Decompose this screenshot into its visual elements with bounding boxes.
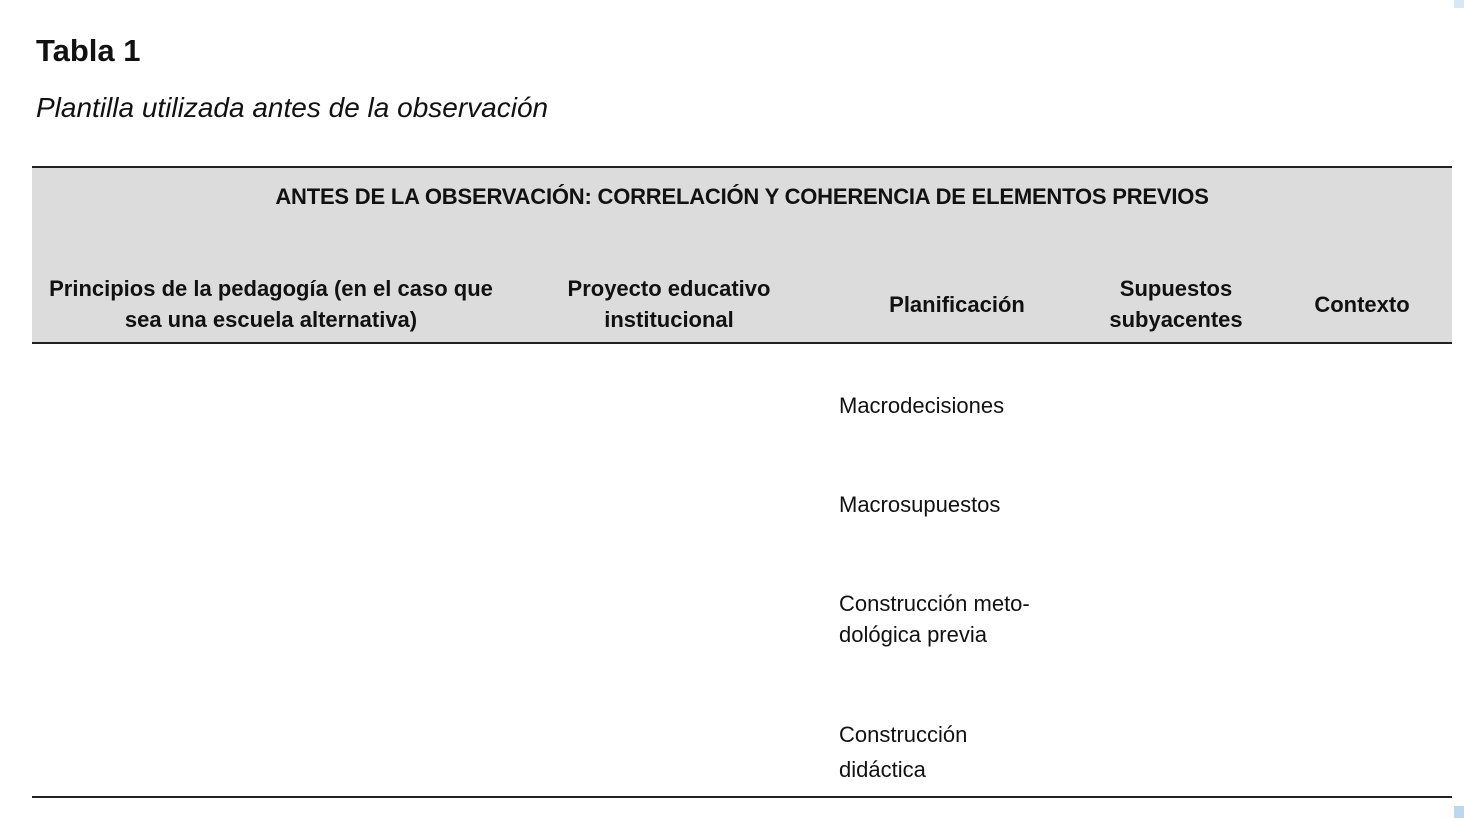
planificacion-item: Macrosupuestos [839, 492, 1001, 517]
column-header-label: Supuestos subyacentes [1109, 276, 1243, 332]
page-edge-decoration-bottom [1454, 806, 1464, 818]
column-header-supuestos [1098, 272, 1254, 336]
column-header-label: Proyecto educativo institucional [567, 276, 771, 332]
column-header-label: Principios de la pedagogía (en el caso que sea una escuela alternativa) [49, 276, 493, 332]
table-subtitle: Plantilla utilizada antes de la observación [36, 92, 549, 123]
group-header: ANTES DE LA OBSERVACIÓN: CORRELACIÓN Y COHERENCIA DE ELEMENTOS PREVIOS [275, 184, 1209, 209]
planificacion-item: Construcción didáctica [839, 722, 968, 782]
page-edge-decoration-top [1454, 0, 1464, 8]
column-header-planificacion [832, 272, 1082, 336]
column-header-proyecto [540, 272, 798, 336]
column-header-label: Contexto [1314, 291, 1410, 317]
column-header-label: Planificación [889, 291, 1025, 317]
observation-table [32, 166, 1452, 798]
table-body [32, 344, 1452, 798]
table-header [32, 166, 1452, 344]
column-header-principios [32, 272, 510, 336]
planificacion-item: Macrodecisiones [839, 393, 1005, 418]
column-header-contexto [1282, 272, 1442, 336]
planificacion-item: Construcción meto-dológica previa [839, 591, 1030, 647]
table-title: Tabla 1 [36, 33, 141, 68]
